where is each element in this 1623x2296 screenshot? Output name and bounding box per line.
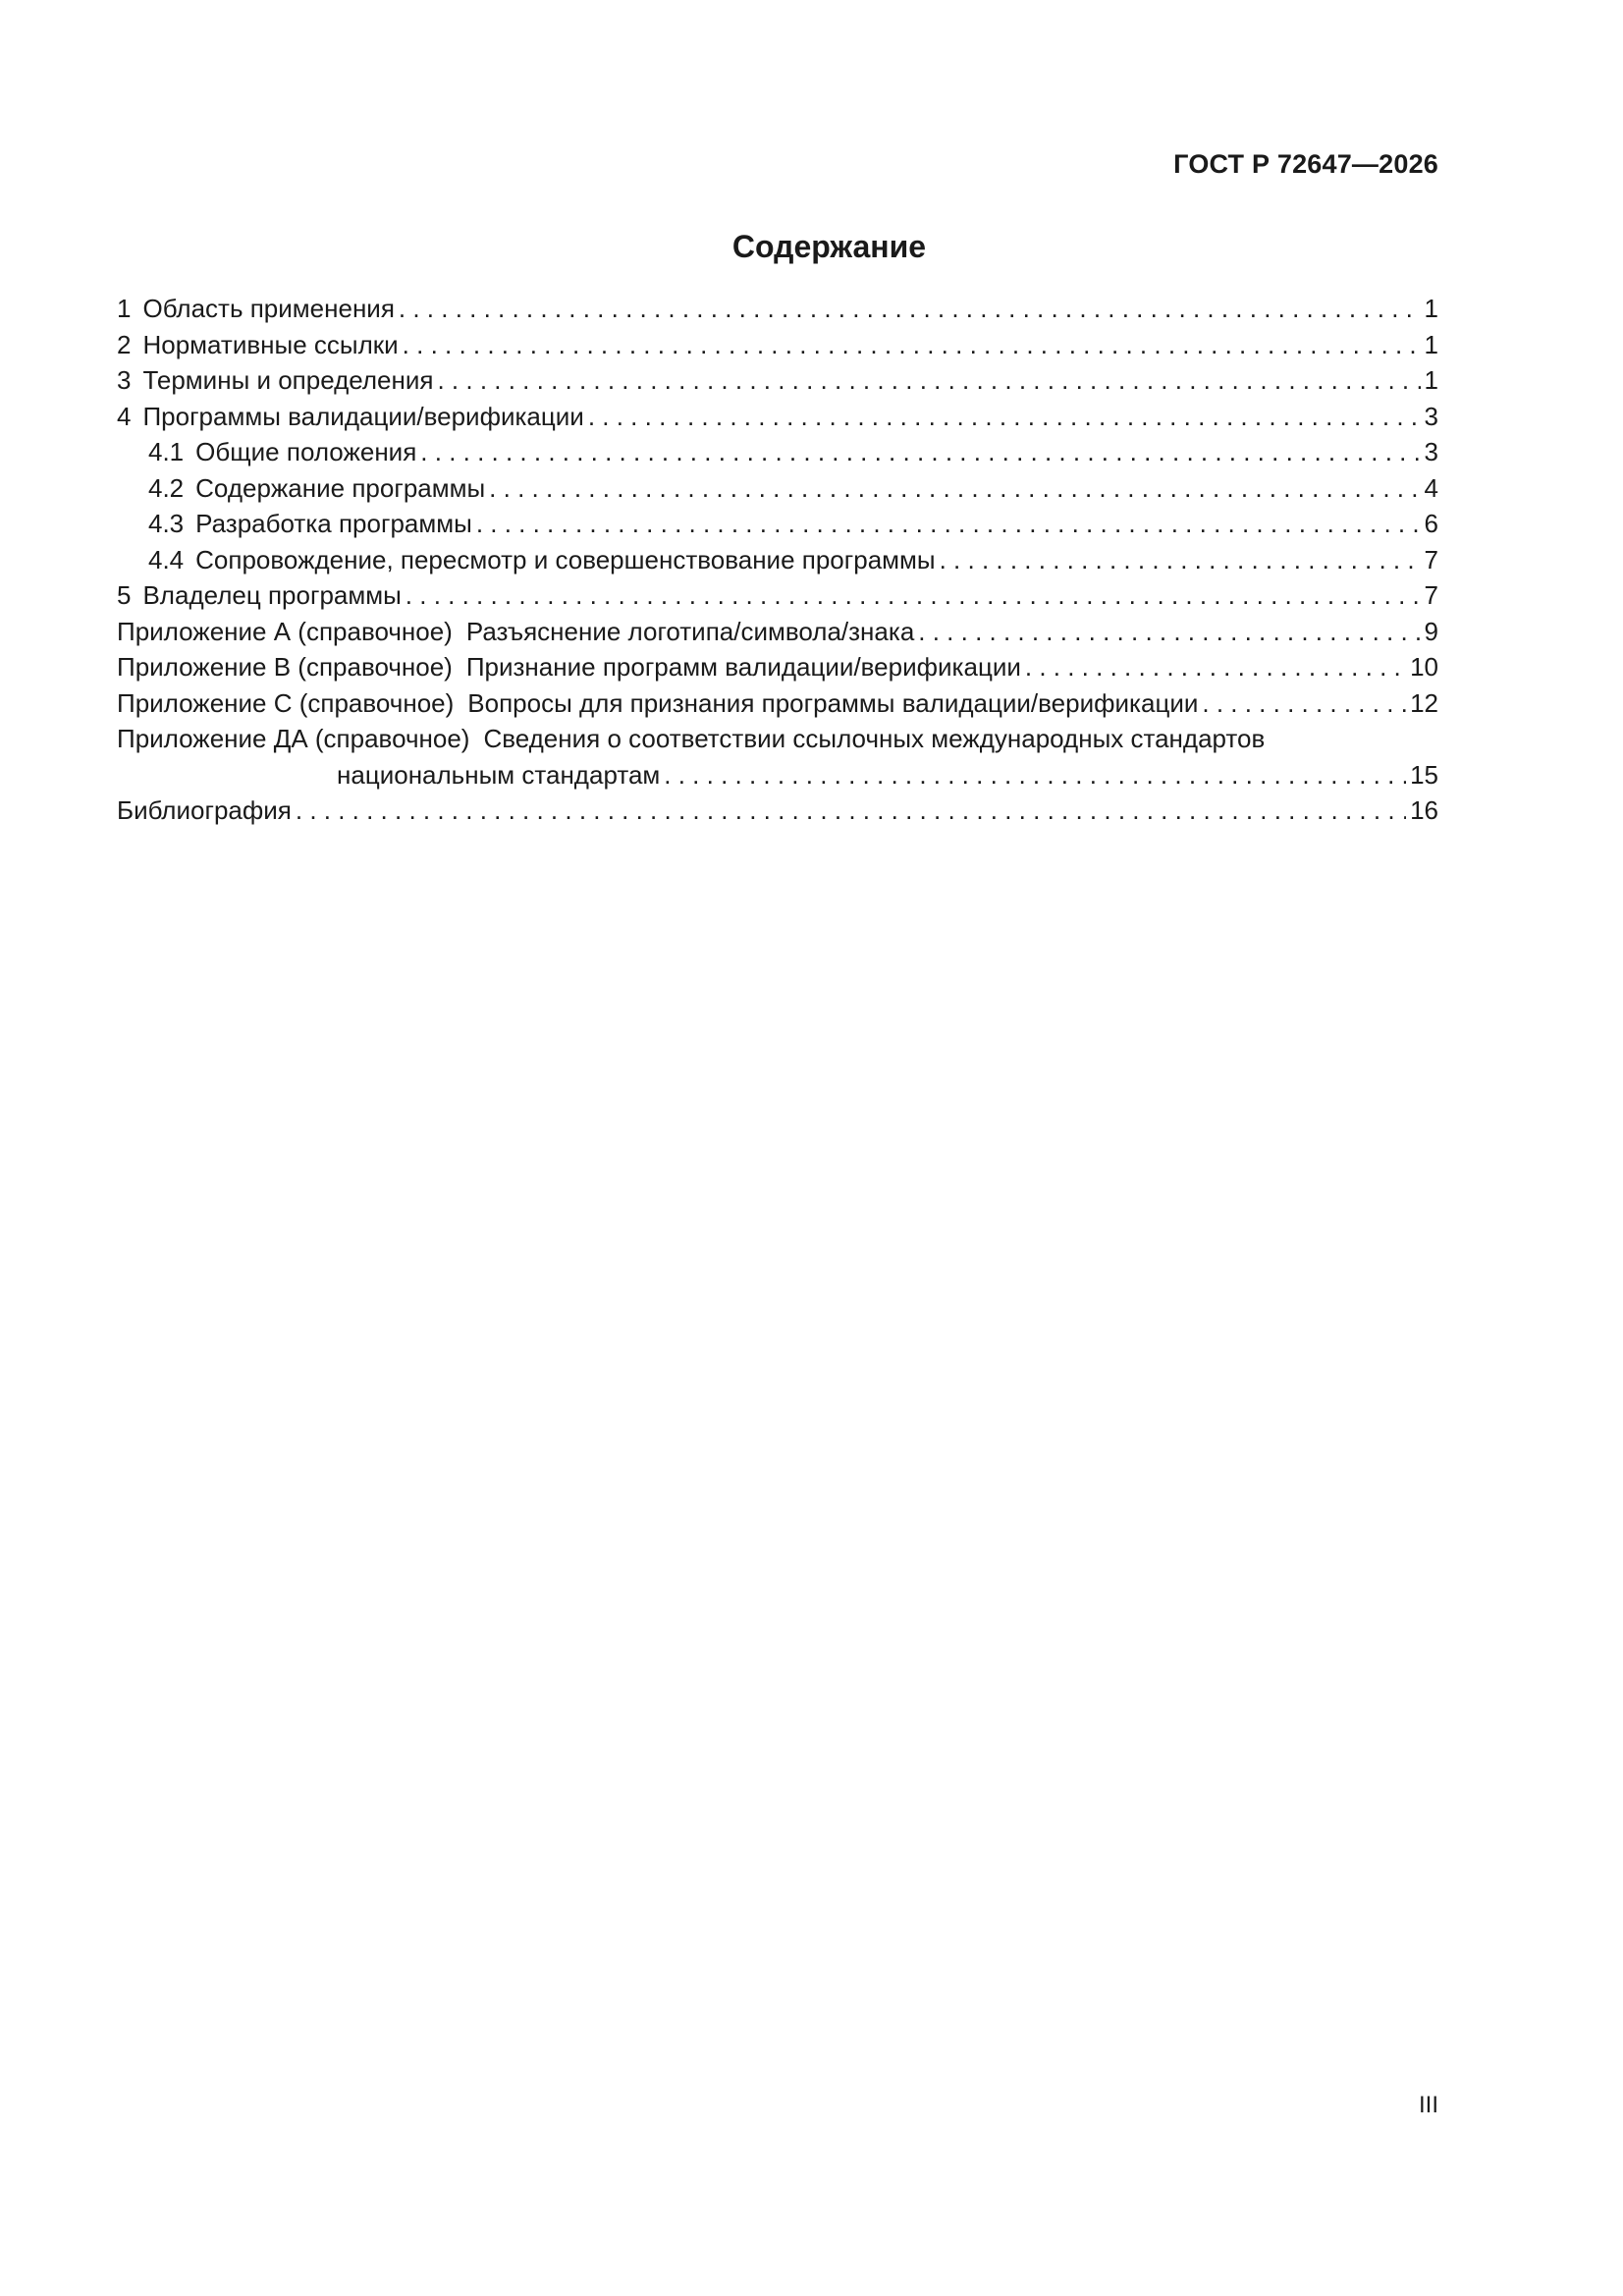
toc-entry-title: Термины и определения [142,365,434,395]
toc-entry-5[interactable] [117,577,1438,614]
toc-entry-page: 4 [1424,472,1438,503]
toc-entry-page: 3 [1424,401,1438,431]
annex-title: Вопросы для признания программы валидации/верификации [467,687,1199,718]
dot-leader [296,793,1406,829]
toc-entry-title: Содержание программы [195,472,486,503]
toc-entry-4-1[interactable] [117,434,1438,470]
toc-entry-page: 7 [1424,580,1438,610]
annex-title: Признание программ валидации/верификации [465,652,1021,682]
toc-annex-da-continuation[interactable] [117,757,1438,793]
toc-entry-number: 2 [117,329,132,359]
toc-entry-2[interactable] [117,327,1438,363]
dot-leader [918,614,1420,650]
dot-leader [664,757,1406,793]
annex-label: Приложение ДА (справочное) [117,724,470,753]
dot-leader [489,470,1420,507]
toc-annex-da[interactable] [117,721,1438,757]
page-number: III [1418,2092,1438,2118]
toc-title: Содержание [731,229,927,264]
dot-leader [588,399,1421,435]
annex-title-continuation: национальным стандартам [337,759,661,790]
dot-leader [476,506,1421,542]
toc-annex-c[interactable] [117,685,1438,722]
toc-entry-title: Общие положения [195,437,417,466]
toc-entry-page: 15 [1410,759,1438,790]
toc-entry-number: 4.3 [148,509,185,538]
document-code: ГОСТ Р 72647—2026 [1173,149,1438,179]
dot-leader [437,362,1420,399]
toc-entry-4-3[interactable] [117,506,1438,542]
toc-entry-page: 16 [1410,795,1438,825]
toc-annex-a[interactable] [117,614,1438,650]
toc-entry-page: 1 [1424,365,1438,395]
annex-title: Сведения о соответствии ссылочных международных стандартов [483,724,1266,753]
toc-entry-title: Разработка программы [195,509,472,538]
toc-entry-page: 12 [1410,687,1438,718]
toc-entry-title: Сопровождение, пересмотр и совершенствование программы [195,544,936,574]
dot-leader [1025,649,1406,685]
toc-entry-number: 4.4 [148,544,185,574]
toc-entry-page: 1 [1424,329,1438,359]
toc-entry-number: 4.2 [148,472,185,503]
toc-entry-page: 10 [1410,652,1438,682]
toc-entry-number: 3 [117,365,132,395]
toc-entry-number: 4 [117,401,132,431]
dot-leader [403,327,1421,363]
dot-leader [399,291,1421,327]
toc-entry-page: 7 [1424,544,1438,574]
toc-entry-4[interactable] [117,399,1438,435]
toc-entry-page: 1 [1424,294,1438,323]
toc-entry-3[interactable] [117,362,1438,399]
toc-entry-title: Область применения [142,294,395,323]
toc-entry-number: 4.1 [148,437,185,466]
annex-label: Приложение С (справочное) [117,687,455,718]
toc-entry-page: 9 [1424,616,1438,646]
toc-entry-title: Нормативные ссылки [142,329,399,359]
toc-entry-number: 1 [117,294,132,323]
toc-annex-b[interactable] [117,649,1438,685]
toc-entry-number: 5 [117,580,132,610]
toc-entry-1[interactable] [117,291,1438,327]
dot-leader [406,577,1421,614]
annex-label: Приложение В (справочное) [117,652,453,682]
annex-title: Разъяснение логотипа/символа/знака [465,616,915,646]
dot-leader [420,434,1420,470]
toc-entry-page: 6 [1424,509,1438,538]
toc-entry-4-2[interactable] [117,470,1438,507]
toc-entry-title: Владелец программы [142,580,402,610]
bibliography-title: Библиография [117,795,292,825]
toc-entry-page: 3 [1424,437,1438,466]
table-of-contents [117,291,1438,829]
toc-entry-title: Программы валидации/верификации [142,401,584,431]
dot-leader [940,542,1421,578]
annex-label: Приложение А (справочное) [117,616,453,646]
toc-entry-4-4[interactable] [117,542,1438,578]
toc-bibliography[interactable] [117,793,1438,829]
dot-leader [1202,685,1406,722]
